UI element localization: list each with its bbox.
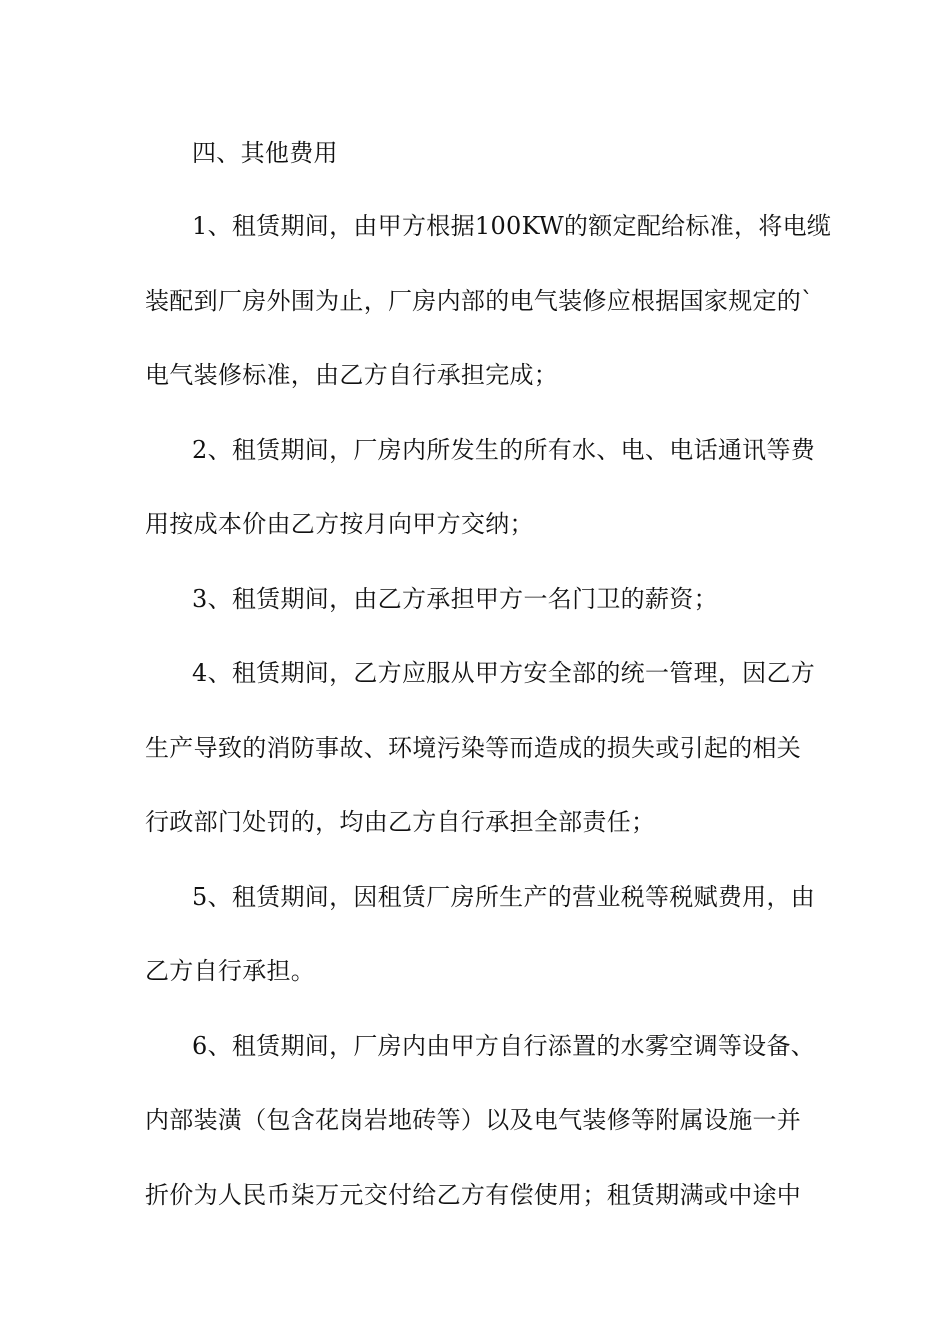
section-heading: 四、其他费用 xyxy=(192,139,338,167)
paragraph-line: 4、租赁期间，乙方应服从甲方安全部的统一管理，因乙方 xyxy=(192,659,816,687)
paragraph-line: 5、租赁期间，因租赁厂房所生产的营业税等税赋费用，由 xyxy=(192,883,816,911)
paragraph-line: 内部装潢（包含花岗岩地砖等）以及电气装修等附属设施一并 xyxy=(145,1106,802,1134)
paragraph-line: 生产导致的消防事故、环境污染等而造成的损失或引起的相关 xyxy=(145,734,802,762)
paragraph-line: 1、租赁期间，由甲方根据100KW的额定配给标准，将电缆 xyxy=(192,212,832,240)
paragraph-line: 3、租赁期间，由乙方承担甲方一名门卫的薪资； xyxy=(192,585,718,613)
paragraph-line: 电气装修标准，由乙方自行承担完成； xyxy=(145,361,559,389)
paragraph-line: 行政部门处罚的，均由乙方自行承担全部责任； xyxy=(145,808,656,836)
paragraph-line: 装配到厂房外围为止，厂房内部的电气装修应根据国家规定的` xyxy=(145,287,814,315)
paragraph-line: 6、租赁期间，厂房内由甲方自行添置的水雾空调等设备、 xyxy=(192,1032,816,1060)
paragraph-line: 折价为人民币柒万元交付给乙方有偿使用；租赁期满或中途中 xyxy=(145,1181,802,1209)
paragraph-line: 用按成本价由乙方按月向甲方交纳； xyxy=(145,510,534,538)
paragraph-line: 乙方自行承担。 xyxy=(145,957,316,985)
paragraph-line: 2、租赁期间，厂房内所发生的所有水、电、电话通讯等费 xyxy=(192,436,816,464)
